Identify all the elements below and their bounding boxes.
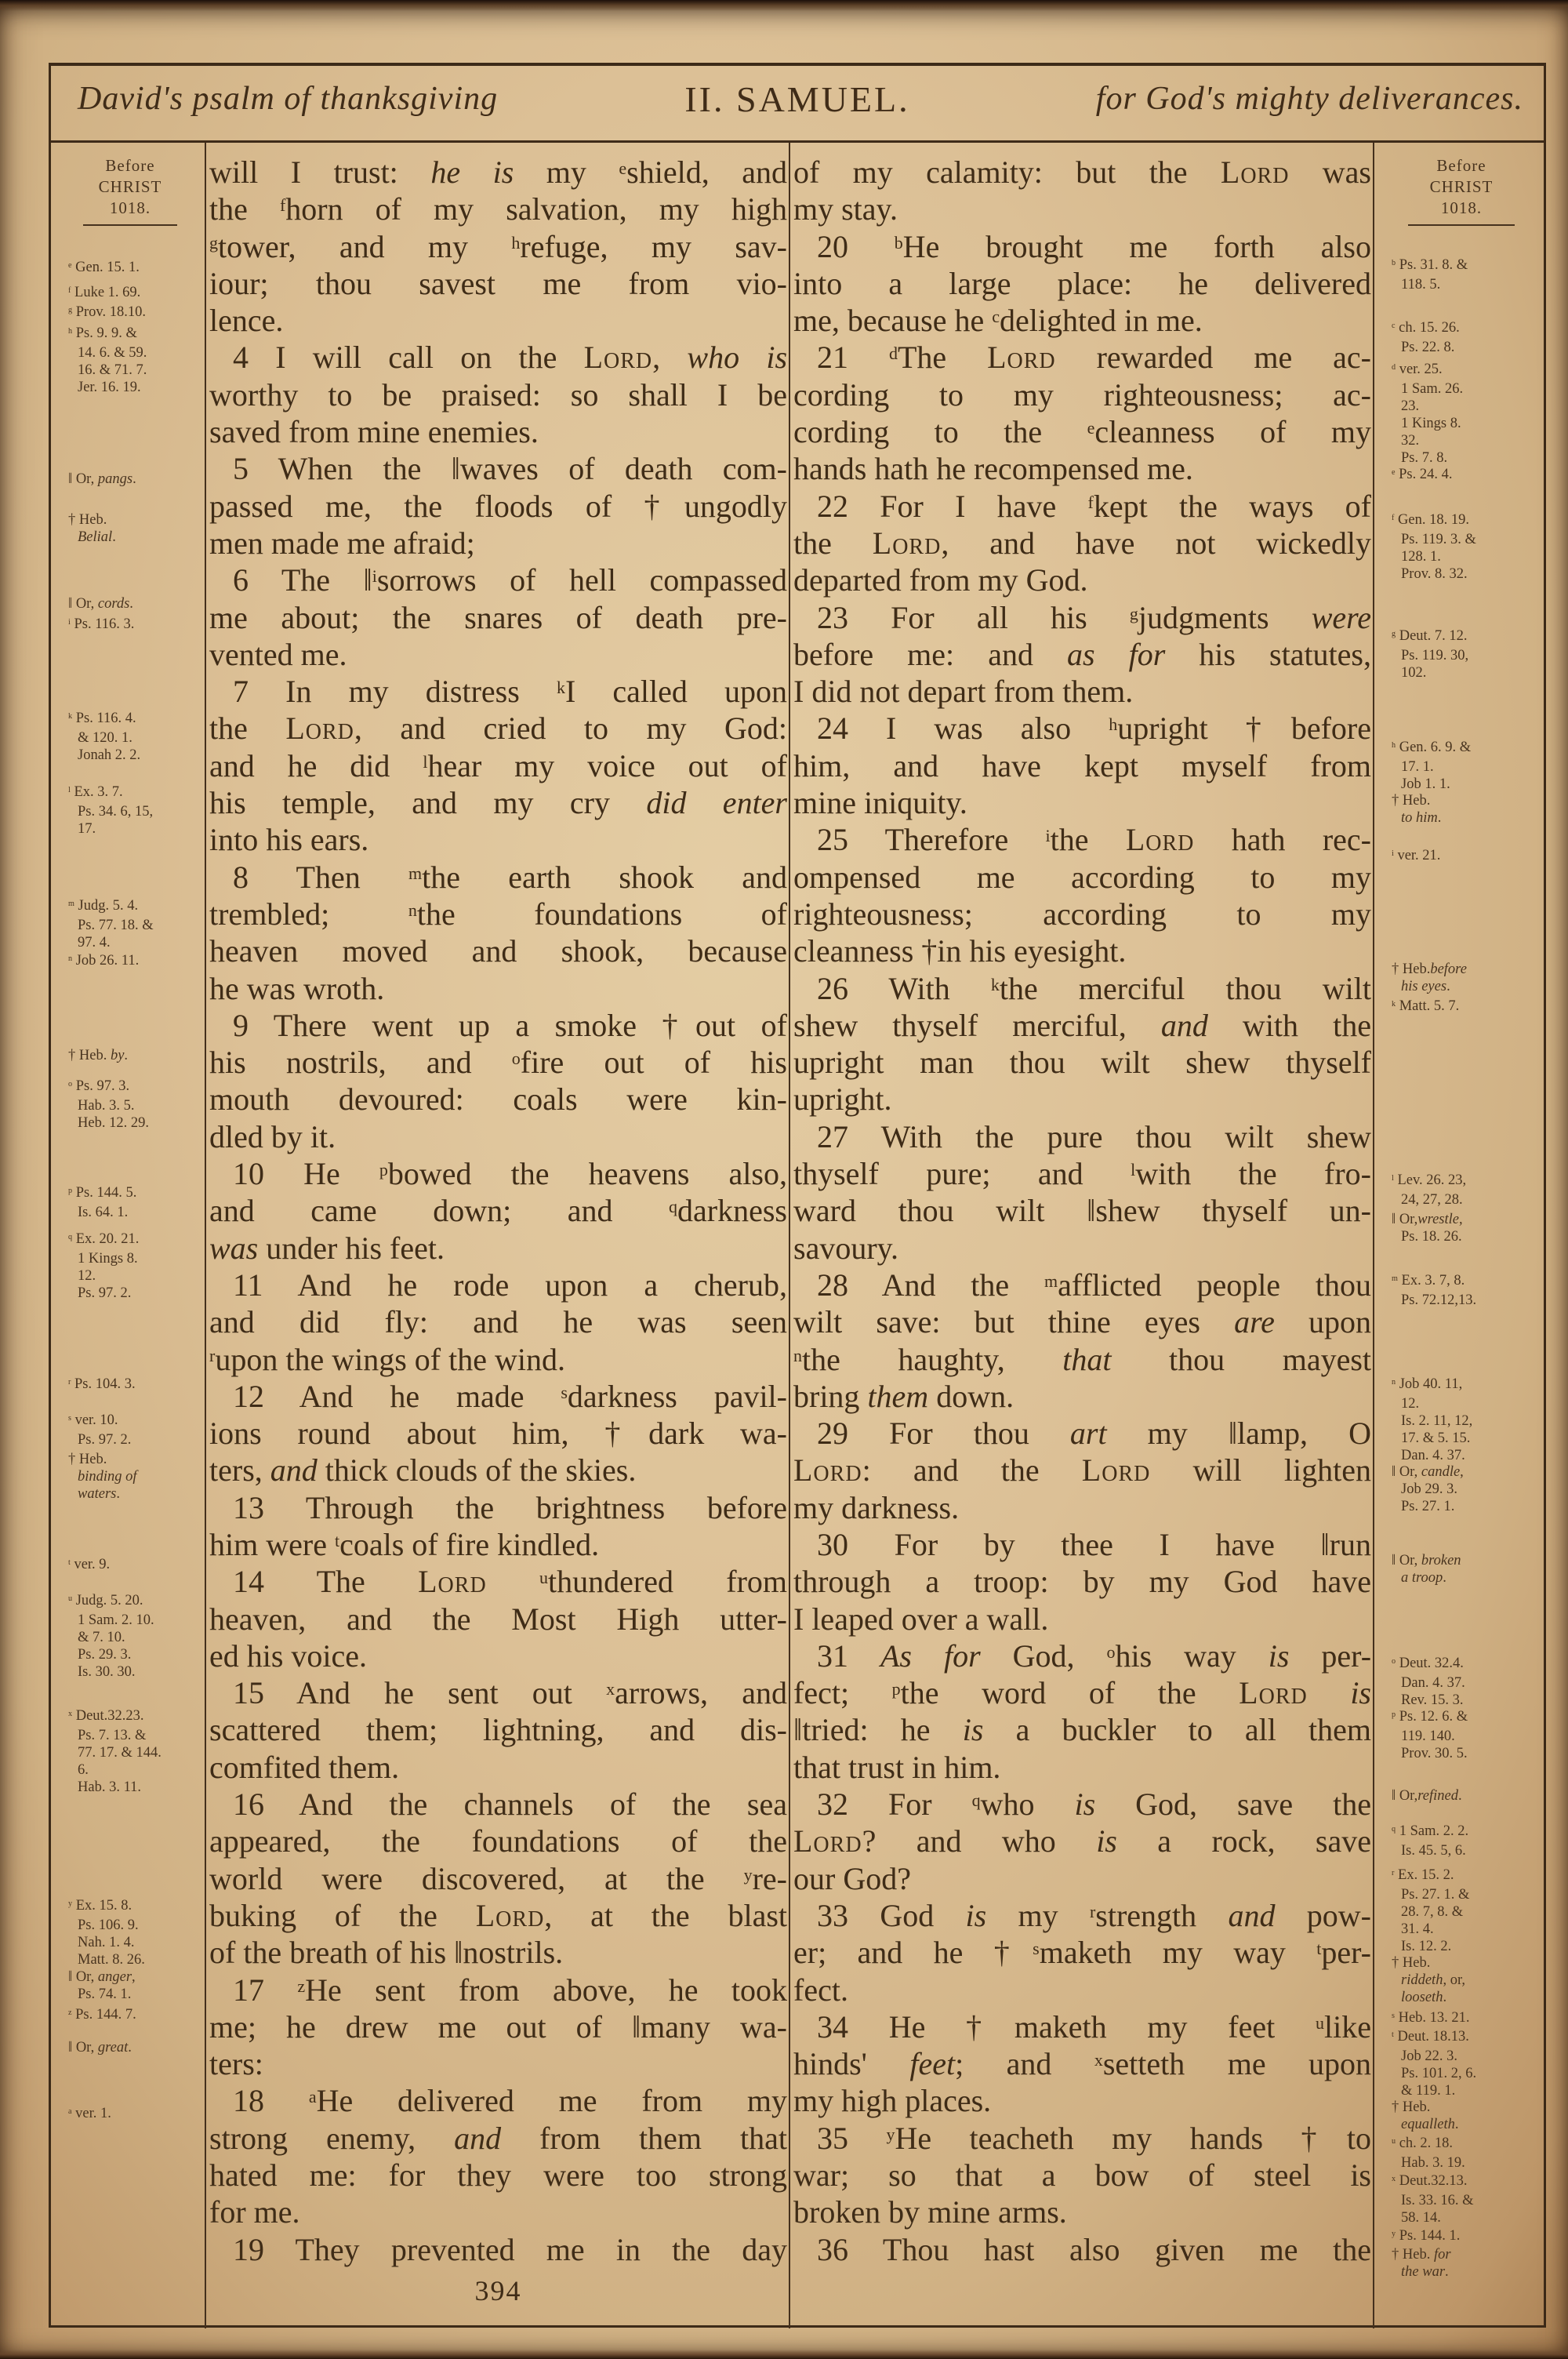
verse-line: 30 For by thee I have ‖run	[817, 1526, 1371, 1562]
verse-line: upright man thou wilt shew thyself	[793, 1045, 1371, 1081]
margin-note: $^s$ ver. 10. Ps. 97. 2.	[68, 1412, 132, 1448]
margin-note: † Heb. riddeth, or, looseth.	[1392, 1955, 1465, 2005]
verse-line: our God?	[793, 1860, 911, 1896]
verse-line: into his ears.	[209, 822, 369, 858]
verse-line: Lord: and the Lord will lighten	[793, 1452, 1371, 1488]
verse-line: shew thyself merciful, and with the	[793, 1007, 1371, 1043]
margin-note: $^x$ Deut.32.23. Ps. 7. 13. & 77. 17. & 144. 6. Hab. 3. 11.	[68, 1708, 162, 1795]
margin-note: ‖ Or,wrestle, Ps. 18. 26.	[1392, 1212, 1463, 1245]
verse-line: 26 With $^k$the merciful thou wilt	[817, 970, 1371, 1006]
margin-note: $^s$ Heb. 13. 21.	[1392, 2010, 1470, 2026]
verse-line: was under his feet.	[209, 1230, 445, 1266]
verse-line: appeared, the foundations of the	[209, 1823, 787, 1859]
verse-line: hands hath he recompensed me.	[793, 451, 1193, 487]
verse-line: 29 For thou art my ‖lamp, O	[817, 1416, 1371, 1452]
verse-line: 19 They prevented me in the day	[233, 2231, 787, 2267]
verse-line: mouth devoured: coals were kin-	[209, 1081, 787, 1118]
verse-line: ions round about him, †dark wa-	[209, 1416, 787, 1452]
margin-note: $^d$ ver. 25. 1 Sam. 26. 23. 1 Kings 8. 32. Ps. 7. 8.	[1392, 362, 1464, 466]
verse-line: iour; thou savest me from vio-	[209, 265, 787, 301]
verse-line: 8 Then $^m$the earth shook and	[233, 859, 787, 895]
margin-note: $^u$ Judg. 5. 20. 1 Sam. 2. 10. & 7. 10. Ps. 29. 3. Is. 30. 30.	[68, 1593, 154, 1680]
verse-line: 21 $^d$The Lord rewarded me ac-	[817, 340, 1371, 376]
margin-note: † Heb. to him.	[1392, 793, 1442, 826]
verse-line: 5 When the ‖waves of death com-	[233, 451, 787, 487]
verse-line: he was wroth.	[209, 970, 385, 1006]
verse-line: upright.	[793, 1081, 892, 1118]
margin-note: $^l$ Ex. 3. 7. Ps. 34. 6, 15, 17.	[68, 784, 154, 837]
margin-note: $^x$ Deut.32.13. Is. 33. 16. & 58. 14.	[1392, 2173, 1474, 2226]
verse-line: and came down; and $^q$darkness	[209, 1193, 787, 1229]
verse-line: heaven moved and shook, because	[209, 933, 787, 969]
margin-note: † Heb. Belial.	[68, 512, 116, 545]
margin-note: $^p$ Ps. 12. 6. & 119. 140. Prov. 30. 5.	[1392, 1709, 1468, 1761]
right-margin-column	[1377, 143, 1545, 2328]
verse-line: saved from mine enemies.	[209, 414, 539, 450]
verse-line: thyself pure; and $^l$with the fro-	[793, 1156, 1371, 1192]
verse-line: 33 God is my $^r$strength and pow-	[817, 1897, 1371, 1933]
verse-line: $^n$the haughty, that thou mayest	[793, 1341, 1371, 1377]
margin-note: $^i$ ver. 21.	[1392, 848, 1441, 863]
verse-line: 17 $^z$He sent from above, he took	[233, 1972, 787, 2008]
margin-note: $^a$ ver. 1.	[68, 2106, 111, 2121]
margin-note: $^y$ Ps. 144. 1.	[1392, 2228, 1461, 2244]
margin-note: $^q$ 1 Sam. 2. 2. Is. 45. 5, 6.	[1392, 1823, 1469, 1859]
column-rule-left	[205, 143, 206, 2328]
margin-note: $^n$ Job 26. 11.	[68, 953, 140, 969]
verse-line: trembled; $^n$the foundations of	[209, 896, 787, 932]
page-number: 394	[474, 2274, 522, 2306]
verse-line: that trust in him.	[793, 1749, 1001, 1785]
verse-line: ed his voice.	[209, 1637, 368, 1674]
margin-note: $^h$ Ps. 9. 9. & 14. 6. & 59. 16. & 71. 7. Jer. 16. 19.	[68, 325, 147, 395]
text-column-left	[209, 143, 787, 2328]
verse-line: 32 For $^q$who is God, save the	[817, 1787, 1371, 1823]
verse-line: cording to the $^e$cleanness of my	[793, 414, 1371, 450]
margin-note: ‖ Or, cords.	[68, 596, 133, 612]
verse-line: fect.	[793, 1972, 848, 2008]
margin-heading-rule	[1408, 224, 1515, 226]
margin-note: $^f$ Gen. 18. 19. Ps. 119. 3. & 128. 1. Prov. 8. 32.	[1392, 512, 1476, 582]
margin-note: $^g$ Deut. 7. 12. Ps. 119. 30, 102.	[1392, 628, 1469, 681]
margin-heading: Before CHRIST 1018.	[1377, 155, 1545, 226]
verse-line: I leaped over a wall.	[793, 1601, 1049, 1637]
verse-line: 22 For I have $^f$kept the ways of	[817, 488, 1371, 524]
margin-note: $^q$ Ex. 20. 21. 1 Kings 8. 12. Ps. 97. 2.	[68, 1231, 140, 1301]
margin-note: $^m$ Ex. 3. 7, 8. Ps. 72.12,13.	[1392, 1273, 1477, 1308]
margin-note: ‖ Or, pangs.	[68, 471, 136, 487]
verse-line: 12 And he made $^s$darkness pavil-	[233, 1378, 787, 1414]
verse-line: vented me.	[209, 636, 347, 672]
verse-line: of my calamity: but the Lord was	[793, 154, 1371, 190]
verse-line: passed me, the floods of †ungodly	[209, 488, 787, 524]
verse-line: dled by it.	[209, 1118, 336, 1154]
verse-line: before me: and as for his statutes,	[793, 636, 1371, 672]
verse-line: will I trust: he is my $^e$shield, and	[209, 154, 787, 190]
verse-line: 20 $^b$He brought me forth also	[817, 228, 1371, 264]
margin-note: $^e$ Gen. 15. 1.	[68, 260, 140, 275]
verse-line: 13 Through the brightness before	[233, 1489, 787, 1525]
margin-note: ‖ Or,refined.	[1392, 1788, 1462, 1804]
verse-line: his nostrils, and $^o$fire out of his	[209, 1045, 787, 1081]
verse-line: 7 In my distress $^k$I called upon	[233, 674, 787, 710]
margin-note: $^b$ Ps. 31. 8. & 118. 5.	[1392, 257, 1468, 293]
margin-note: ‖ Or, broken a troop.	[1392, 1553, 1461, 1586]
margin-heading-rule	[83, 224, 176, 226]
verse-line: cleanness †in his eyesight.	[793, 933, 1127, 969]
verse-line: hated me: for they were too strong	[209, 2157, 787, 2194]
margin-note: $^z$ Ps. 144. 7.	[68, 2007, 136, 2023]
verse-line: the Lord, and cried to my God:	[209, 711, 787, 747]
verse-line: bring them down.	[793, 1378, 1014, 1414]
margin-note: † Heb. equalleth.	[1392, 2099, 1459, 2132]
verse-line: my darkness.	[793, 1489, 960, 1525]
verse-line: $^r$upon the wings of the wind.	[209, 1341, 565, 1377]
margin-note: $^m$ Judg. 5. 4. Ps. 77. 18. & 97. 4.	[68, 898, 154, 951]
margin-note: $^o$ Deut. 32.4. Dan. 4. 37. Rev. 15. 3.	[1392, 1656, 1465, 1708]
verse-line: ters:	[209, 2046, 263, 2082]
verse-line: for me.	[209, 2194, 300, 2230]
margin-note: $^k$ Ps. 116. 4. & 120. 1. Jonah 2. 2.	[68, 711, 141, 763]
verse-line: 24 I was also $^h$upright †before	[817, 711, 1371, 747]
running-head-right: for God's mighty deliverances.	[1095, 81, 1523, 117]
verse-line: fect; $^p$the word of the Lord is	[793, 1675, 1371, 1711]
verse-line: 16 And the channels of the sea	[233, 1787, 787, 1823]
column-rule-center	[789, 143, 790, 2328]
verse-line: I did not depart from them.	[793, 674, 1134, 710]
margin-note: $^y$ Ex. 15. 8. Ps. 106. 9. Nah. 1. 4. Matt. 8. 26.	[68, 1898, 145, 1968]
margin-note: $^g$ Prov. 18.10.	[68, 304, 146, 320]
verse-line: of the breath of his ‖nostrils.	[209, 1935, 564, 1971]
verse-line: wilt save: but thine eyes are upon	[793, 1304, 1371, 1340]
verse-line: 14 The Lord $^u$thundered from	[233, 1564, 787, 1600]
margin-note: † Heb. binding of waters.	[68, 1452, 137, 1502]
verse-line: cording to my righteousness; ac-	[793, 376, 1371, 413]
verse-line: war; so that a bow of steel is	[793, 2157, 1371, 2194]
margin-note: $^o$ Ps. 97. 3. Hab. 3. 5. Heb. 12. 29.	[68, 1078, 149, 1131]
verse-line: 11 And he rode upon a cherub,	[233, 1267, 787, 1303]
verse-line: him were $^t$coals of fire kindled.	[209, 1526, 600, 1562]
running-head-left: David's psalm of thanksgiving	[78, 81, 499, 117]
verse-line: me about; the snares of death pre-	[209, 599, 787, 635]
verse-line: 15 And he sent out $^x$arrows, and	[233, 1675, 787, 1711]
verse-line: me; he drew me out of ‖many wa-	[209, 2008, 787, 2045]
verse-line: 9 There went up a smoke †out of	[233, 1007, 787, 1043]
verse-line: 18 $^a$He delivered me from my	[233, 2083, 787, 2119]
verse-line: scattered them; lightning, and dis-	[209, 1712, 787, 1748]
verse-line: ters, and thick clouds of the skies.	[209, 1452, 637, 1488]
verse-line: him, and have kept myself from	[793, 747, 1371, 783]
verse-line: Lord? and who is a rock, save	[793, 1823, 1371, 1859]
margin-note: $^u$ ch. 2. 18. Hab. 3. 19.	[1392, 2135, 1465, 2171]
margin-heading: Before CHRIST 1018.	[57, 155, 203, 226]
margin-note: $^c$ ch. 15. 26. Ps. 22. 8.	[1392, 320, 1460, 355]
verse-line: 28 And the $^m$afflicted people thou	[817, 1267, 1371, 1303]
book-title: II. SAMUEL.	[684, 79, 910, 119]
verse-line: the $^f$horn of my salvation, my high	[209, 191, 787, 227]
verse-line: er; and he †$^s$maketh my way $^t$per-	[793, 1935, 1371, 1971]
verse-line: his temple, and my cry did enter	[209, 785, 787, 821]
verse-line: worthy to be praised: so shall I be	[209, 376, 787, 413]
verse-line: heaven, and the Most High utter-	[209, 1601, 787, 1637]
verse-line: 31 As for God, $^o$his way is per-	[817, 1637, 1371, 1674]
margin-note: $^e$ Ps. 24. 4.	[1392, 467, 1453, 482]
verse-line: and did fly: and he was seen	[209, 1304, 787, 1340]
margin-note: † Heb. by.	[68, 1048, 129, 1063]
verse-line: 4 I will call on the Lord, who is	[233, 340, 787, 376]
margin-note: $^t$ ver. 9.	[68, 1557, 111, 1572]
verse-line: and he did $^l$hear my voice out of	[209, 747, 787, 783]
margin-note: $^h$ Gen. 6. 9. & 17. 1. Job 1. 1.	[1392, 740, 1472, 792]
margin-note: $^t$ Deut. 18.13. Job 22. 3. Ps. 101. 2, 6. & 119. 1.	[1392, 2029, 1477, 2099]
margin-note: $^p$ Ps. 144. 5. Is. 64. 1.	[68, 1185, 137, 1220]
left-margin-column	[57, 143, 203, 2328]
margin-note: † Heb. for the war.	[1392, 2247, 1451, 2280]
margin-note: ‖ Or, candle, Job 29. 3. Ps. 27. 1.	[1392, 1464, 1464, 1514]
text-column-right	[793, 143, 1371, 2328]
verse-line: 6 The ‖$^i$sorrows of hell compassed	[233, 562, 787, 598]
margin-note: $^l$ Lev. 26. 23, 24, 27, 28.	[1392, 1172, 1467, 1208]
verse-line: men made me afraid;	[209, 525, 475, 561]
photo-edge-bottom	[0, 2350, 1568, 2359]
verse-line: through a troop: by my God have	[793, 1564, 1371, 1600]
verse-line: 34 He †maketh my feet $^u$like	[817, 2008, 1371, 2045]
margin-note: ‖ Or, anger, Ps. 74. 1.	[68, 1969, 136, 2002]
margin-note: $^k$ Matt. 5. 7.	[1392, 998, 1460, 1014]
margin-note: $^n$ Job 40. 11, 12. Is. 2. 11, 12, 17. & 5. 15. Dan. 4. 37.	[1392, 1376, 1473, 1463]
verse-line: 36 Thou hast also given me the	[817, 2231, 1371, 2267]
running-header	[51, 66, 1544, 140]
verse-line: ompensed me according to my	[793, 859, 1371, 895]
verse-line: world were discovered, at the $^y$re-	[209, 1860, 787, 1896]
verse-line: buking of the Lord, at the blast	[209, 1897, 787, 1933]
verse-line: me, because he $^c$delighted in me.	[793, 303, 1203, 339]
verse-line: my high places.	[793, 2083, 992, 2119]
margin-note: $^r$ Ex. 15. 2. Ps. 27. 1. & 28. 7, 8. & 31. 4. Is. 12. 2.	[1392, 1867, 1470, 1954]
verse-line: my stay.	[793, 191, 898, 227]
verse-line: savoury.	[793, 1230, 899, 1266]
verse-line: 10 He $^p$bowed the heavens also,	[233, 1156, 787, 1192]
verse-line: hinds' feet; and $^x$setteth me upon	[793, 2046, 1371, 2082]
verse-line: lence.	[209, 303, 284, 339]
margin-note: $^i$ Ps. 116. 3.	[68, 616, 135, 632]
photo-edge-top	[0, 0, 1568, 11]
verse-line: 25 Therefore $^i$the Lord hath rec-	[817, 822, 1371, 858]
column-rule-right	[1373, 143, 1374, 2328]
verse-line: 27 With the pure thou wilt shew	[817, 1118, 1371, 1154]
verse-line: ward thou wilt ‖shew thyself un-	[793, 1193, 1371, 1229]
verse-line: ‖tried: he is a buckler to all them	[793, 1712, 1371, 1748]
margin-note: † Heb.before his eyes.	[1392, 961, 1467, 994]
verse-line: 35 $^y$He teacheth my hands †to	[817, 2120, 1371, 2156]
verse-line: $^g$tower, and my $^h$refuge, my sav-	[209, 228, 787, 264]
margin-note: $^f$ Luke 1. 69.	[68, 285, 141, 300]
verse-line: righteousness; according to my	[793, 896, 1371, 932]
verse-line: mine iniquity.	[793, 785, 967, 821]
verse-line: strong enemy, and from them that	[209, 2120, 787, 2156]
verse-line: the Lord, and have not wickedly	[793, 525, 1371, 561]
margin-note: ‖ Or, great.	[68, 2040, 132, 2055]
margin-note: $^r$ Ps. 104. 3.	[68, 1376, 136, 1392]
page-frame	[49, 63, 1546, 2328]
page-content	[51, 143, 1544, 2328]
verse-line: comfited them.	[209, 1749, 400, 1785]
verse-line: broken by mine arms.	[793, 2194, 1067, 2230]
verse-line: into a large place: he delivered	[793, 265, 1371, 301]
verse-line: 23 For all his $^g$judgments were	[817, 599, 1371, 635]
verse-line: departed from my God.	[793, 562, 1088, 598]
